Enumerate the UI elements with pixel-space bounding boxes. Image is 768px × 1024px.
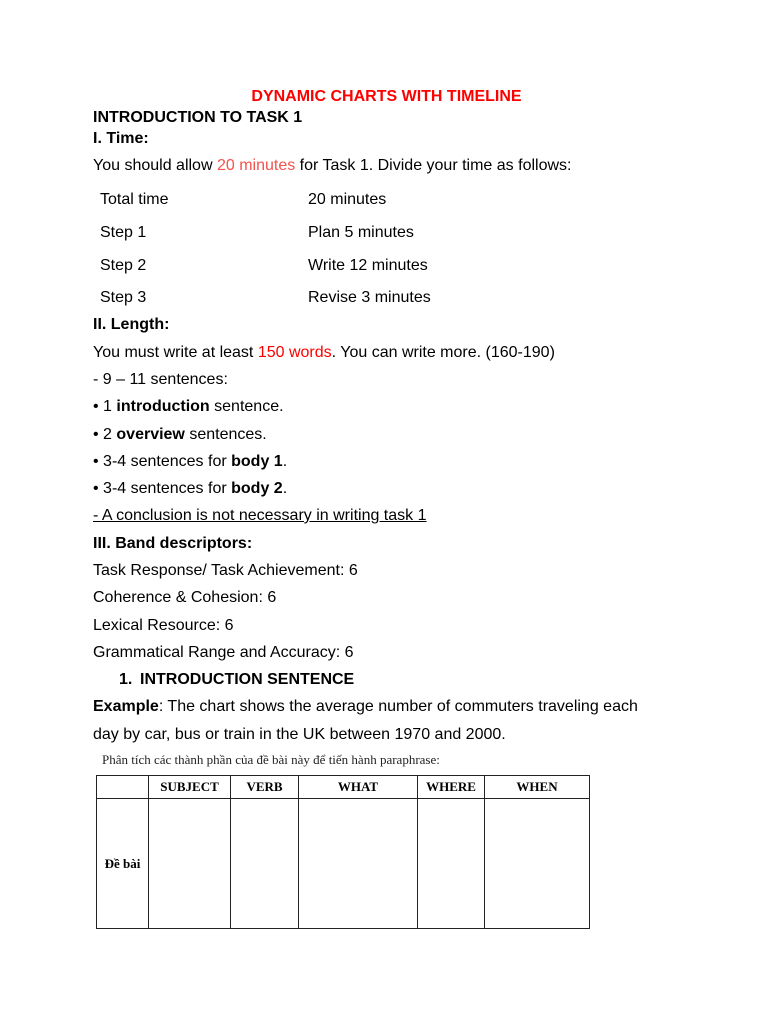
time-row-value: Plan 5 minutes — [308, 224, 414, 241]
table-caption: Phân tích các thành phần của đề bài này để tiến hành paraphrase: — [102, 752, 440, 767]
table-header-cell: SUBJECT — [149, 776, 231, 799]
band-item: Lexical Resource: 6 — [93, 617, 234, 634]
bullet-item — [93, 453, 287, 471]
example-label: Example — [93, 698, 159, 715]
table-cell — [418, 799, 485, 929]
example-line-2: day by car, bus or train in the UK between 1970 and 2000. — [93, 726, 506, 743]
table-row — [97, 799, 590, 929]
bullet-pre: • 2 — [93, 426, 117, 443]
table-header-cell: WHEN — [485, 776, 590, 799]
section-number: 1. — [119, 671, 133, 688]
time-row-label: Total time — [100, 191, 169, 208]
example-text: : The chart shows the average number of commuters traveling each — [158, 698, 638, 715]
bullet-post: . — [282, 453, 288, 470]
bullet-bold: body 2 — [231, 480, 283, 497]
analysis-table — [96, 775, 590, 929]
bullet-pre: • 3-4 sentences for — [93, 453, 232, 470]
section-heading: INTRODUCTION SENTENCE — [140, 671, 355, 688]
conclusion-note: - A conclusion is not necessary in writing task 1 — [93, 507, 427, 524]
table-header-cell: WHAT — [299, 776, 418, 799]
band-item: Grammatical Range and Accuracy: 6 — [93, 644, 354, 661]
table-cell — [231, 799, 299, 929]
table-cell — [149, 799, 231, 929]
time-row-value: Revise 3 minutes — [308, 289, 431, 306]
table-cell — [485, 799, 590, 929]
document-title: DYNAMIC CHARTS WITH TIMELINE — [251, 88, 522, 105]
band-item: Coherence & Cohesion: 6 — [93, 589, 277, 606]
time-line-post: for Task 1. Divide your time as follows: — [295, 157, 572, 174]
time-line-highlight: 20 minutes — [216, 157, 296, 174]
table-header-cell — [97, 776, 149, 799]
time-line — [93, 157, 571, 175]
time-row-label: Step 2 — [100, 257, 147, 274]
bullet-post: . — [282, 480, 288, 497]
bullet-bold: body 1 — [231, 453, 283, 470]
length-heading: II. Length: — [93, 316, 170, 333]
length-line-pre: You must write at least — [93, 344, 258, 361]
bullet-item — [93, 480, 287, 498]
bullet-pre: • 1 — [93, 398, 117, 415]
table-header-cell: VERB — [231, 776, 299, 799]
time-row-value: Write 12 minutes — [308, 257, 428, 274]
bullet-post: sentence. — [209, 398, 284, 415]
bullet-bold: overview — [116, 426, 185, 443]
length-line-post: . You can write more. (160-190) — [331, 344, 555, 361]
band-heading: III. Band descriptors: — [93, 535, 253, 552]
band-item: Task Response/ Task Achievement: 6 — [93, 562, 358, 579]
table-header-row — [97, 776, 590, 799]
bullet-item — [93, 398, 284, 416]
table-cell — [299, 799, 418, 929]
sentences-line: - 9 – 11 sentences: — [93, 371, 228, 388]
time-heading: I. Time: — [93, 130, 149, 147]
bullet-post: sentences. — [184, 426, 267, 443]
length-line-highlight: 150 words — [257, 344, 332, 361]
bullet-bold: introduction — [116, 398, 210, 415]
length-line — [93, 344, 555, 362]
table-row-label: Đề bài — [97, 799, 149, 929]
time-line-pre: You should allow — [93, 157, 217, 174]
bullet-item — [93, 426, 267, 444]
example-line — [93, 698, 638, 716]
time-row-label: Step 3 — [100, 289, 147, 306]
intro-heading: INTRODUCTION TO TASK 1 — [93, 109, 303, 126]
table-header-cell: WHERE — [418, 776, 485, 799]
time-row-label: Step 1 — [100, 224, 147, 241]
time-row-value: 20 minutes — [308, 191, 387, 208]
bullet-pre: • 3-4 sentences for — [93, 480, 232, 497]
